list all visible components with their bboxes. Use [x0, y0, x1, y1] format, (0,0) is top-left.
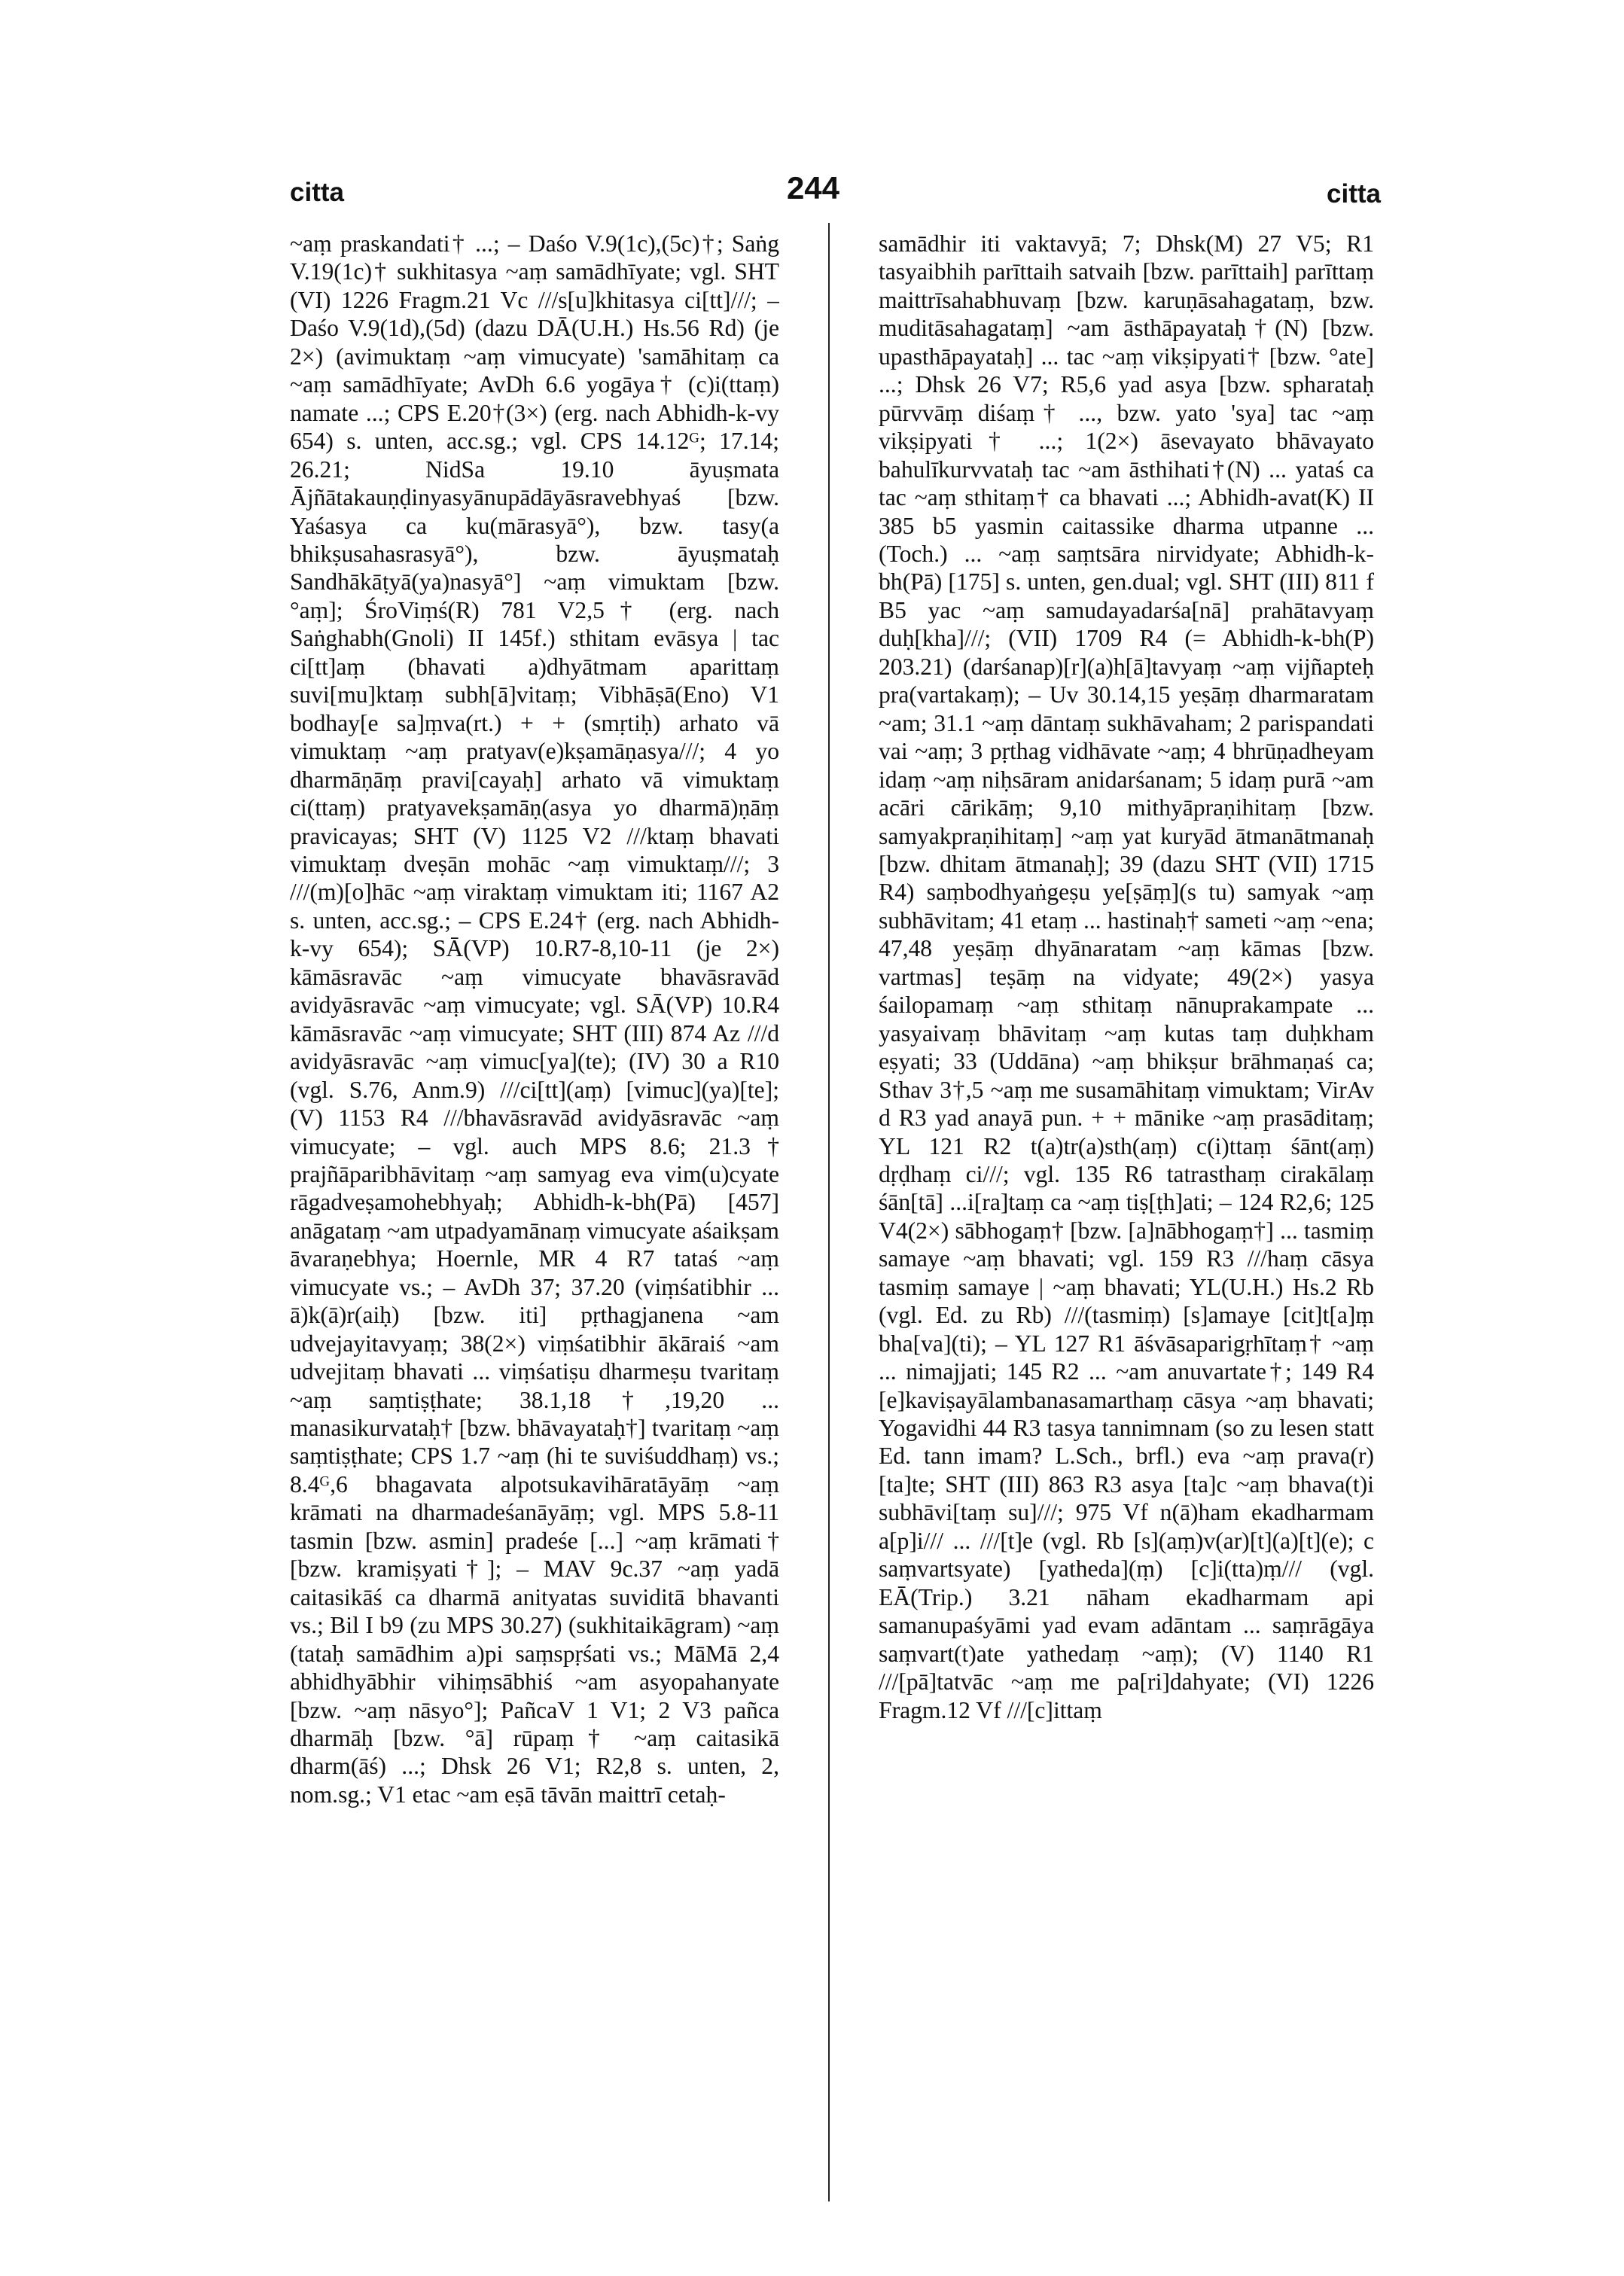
- running-head-right: citta: [1327, 179, 1381, 209]
- page-header: [0, 170, 1624, 215]
- column-divider: [828, 223, 830, 2201]
- running-head-left: citta: [290, 178, 344, 207]
- right-column-text: samādhir iti vaktavyā; 7; Dhsk(M) 27 V5; R1 tasyaibhih parīttaih satvaih [bzw. parīttaih] parīttaṃ maittrīsahabhuvaṃ [bzw. karuṇāsahagataṃ, bzw. muditāsahagataṃ] ~am āsthāpayataḥ†(N) [bzw. upasthāpayataḥ] ... tac ~aṃ vikṣipyati† [bzw. °ate] ...; Dhsk 26 V7; R5,6 yad asya [bzw. spharataḥ pūrvvāṃ diśaṃ† ..., bzw. yato 'sya] tac ~aṃ vikṣipyati† ...; 1(2×) āsevayato bhāvayato bahulīkurvvataḥ tac ~am āsthihati†(N) ... yataś ca tac ~aṃ sthitaṃ† ca bhavati ...; Abhidh-avat(K) II 385 b5 yasmin caitassike dharma utpanne ... (Toch.) ... ~aṃ saṃtsāra nirvidyate; Abhidh-k-bh(Pā) [175] s. unten, gen.dual; vgl. SHT (III) 811 f B5 yac ~aṃ samudayadarśa[nā] prahātavyaṃ duḥ[kha]///; (VII) 1709 R4 (= Abhidh-k-bh(P) 203.21) (darśanap)[r](a)h[ā]tavyaṃ ~aṃ vijñapteḥ pra(vartakaṃ); – Uv 30.14,15 yeṣāṃ dharmaratam ~am; 31.1 ~aṃ dāntaṃ sukhāvaham; 2 parispandati vai ~aṃ; 3 pṛthag vidhāvate ~aṃ; 4 bhrūṇadheyam idaṃ ~aṃ niḥsāram anidarśanam; 5 idaṃ purā ~am acāri cārikāṃ; 9,10 mithyāpraṇihitaṃ [bzw. samyakpraṇihitaṃ] ~aṃ yat kuryād ātmanātmanaḥ [bzw. dhitam ātmanaḥ]; 39 (dazu SHT (VII) 1715 R4) saṃbodhyaṅgeṣu ye[ṣāṃ](s tu) samyak ~aṃ subhāvitam; 41 etaṃ ... hastinaḥ† sameti ~aṃ ~ena; 47,48 yeṣāṃ dhyānaratam ~aṃ kāmas [bzw. vartmas] teṣāṃ na vidyate; 49(2×) yasya śailopamaṃ ~aṃ sthitaṃ nānuprakampate ... yasyaivaṃ bhāvitaṃ ~aṃ kutas taṃ duḥkham eṣyati; 33 (Uddāna) ~aṃ bhikṣur brāhmaṇaś ca; Sthav 3†,5 ~aṃ me susamāhitaṃ vimuktam; VirAv d R3 yad anayā pun. + + mānike ~aṃ prasāditaṃ; YL 121 R2 t(a)tr(a)sth(aṃ) c(i)ttaṃ śānt(aṃ) dṛḍhaṃ ci///; vgl. 135 R6 tatrasthaṃ cirakālaṃ śān[tā] ...i[ra]taṃ ca ~aṃ tiṣ[ṭh]ati; – 124 R2,6; 125 V4(2×) sābhogaṃ† [bzw. [a]nābhogaṃ†] ... tasmiṃ samaye ~aṃ bhavati; vgl. 159 R3 ///haṃ cāsya tasmiṃ samaye | ~aṃ bhavati; YL(U.H.) Hs.2 Rb (vgl. Ed. zu Rb) ///(tasmiṃ) [s]amaye [cit]t[a]ṃ bha[va](ti); – YL 127 R1 āśvāsaparigṛhītaṃ† ~aṃ ... nimajjati; 145 R2 ... ~am anuvartate†; 149 R4 [e]kaviṣayālambanasamarthaṃ cāsya ~aṃ bhavati; Yogavidhi 44 R3 tasya tannimnam (so zu lesen statt Ed. tann imam? L.Sch., brfl.) eva ~aṃ prava(r)[ta]te; SHT (III) 863 R3 asya [ta]c ~aṃ bhava(t)i subhāvi[taṃ su]///; 975 Vf n(ā)ham ekadharmam a[p]i/// ... ///[t]e (vgl. Rb [s](aṃ)v(ar)[t](a)[t](e); c saṃvartsyate) [yatheda](ṃ) [c]i(tta)ṃ/// (vgl. EĀ(Trip.) 3.21 nāham ekadharmam api samanupaśyāmi yad evam adāntam ... saṃrāgāya saṃvart(t)ate yathedaṃ ~aṃ); (V) 1140 R1 ///[pā]tatvāc ~aṃ me pa[ri]dahyate; (VI) 1226 Fragm.12 Vf ///[c]ittaṃ: [879, 230, 1374, 1723]
- left-column-text: ~aṃ praskandati† ...; – Daśo V.9(1c),(5c)†; Saṅg V.19(1c)† sukhitasya ~aṃ samādhīyate; vgl. SHT (VI) 1226 Fragm.21 Vc ///s[u]khitasya ci[tt]///; – Daśo V.9(1d),(5d) (dazu DĀ(U.H.) Hs.56 Rd) (je 2×) (avimuktaṃ ~aṃ vimucyate) 'samāhitaṃ ca ~aṃ samādhīyate; AvDh 6.6 yogāya† (c)i(ttaṃ) namate ...; CPS E.20†(3×) (erg. nach Abhidh-k-vy 654) s. unten, acc.sg.; vgl. CPS 14.12ᴳ; 17.14; 26.21; NidSa 19.10 āyuṣmata Ājñātakauṇḍinyasyānupādāyāsravebhyaś [bzw. Yaśasya ca ku(mārasyā°), bzw. tasy(a bhikṣusahasrasyā°), bzw. āyuṣmataḥ Sandhākāṭyā(ya)nasyā°] ~aṃ vimuktam [bzw. °aṃ]; ŚroViṃś(R) 781 V2,5† (erg. nach Saṅghabh(Gnoli) II 145f.) sthitam evāsya | tac ci[tt]aṃ (bhavati a)dhyātmam aparittaṃ suvi[mu]ktaṃ subh[ā]vitaṃ; Vibhāṣā(Eno) V1 bodhay[e sa]ṃva(rt.) + + (smṛtiḥ) arhato vā vimuktaṃ ~aṃ pratyav(e)kṣamāṇasya///; 4 yo dharmāṇāṃ pravi[cayaḥ] arhato vā vimuktaṃ ci(ttaṃ) pratyavekṣamāṇ(asya yo dharmā)ṇāṃ pravicayas; SHT (V) 1125 V2 ///ktaṃ bhavati vimuktaṃ dveṣān mohāc ~aṃ vimuktaṃ///; 3 ///(m)[o]hāc ~aṃ viraktaṃ vimuktam iti; 1167 A2 s. unten, acc.sg.; – CPS E.24† (erg. nach Abhidh-k-vy 654); SĀ(VP) 10.R7-8,10-11 (je 2×) kāmāsravāc ~aṃ vimucyate bhavāsravād avidyāsravāc ~aṃ vimucyate; vgl. SĀ(VP) 10.R4 kāmāsravāc ~aṃ vimucyate; SHT (III) 874 Az ///d avidyāsravāc ~aṃ vimuc[ya](te); (IV) 30 a R10 (vgl. S.76, Anm.9) ///ci[tt](aṃ) [vimuc](ya)[te]; (V) 1153 R4 ///bhavāsravād avidyāsravāc ~aṃ vimucyate; – vgl. auch MPS 8.6; 21.3† prajñāparibhāvitaṃ ~aṃ samyag eva vim(u)cyate rāgadveṣamohebhyaḥ; Abhidh-k-bh(Pā) [457] anāgataṃ ~am utpadyamānaṃ vimucyate aśaikṣam āvaraṇebhya; Hoernle, MR 4 R7 tataś ~aṃ vimucyate vs.; – AvDh 37; 37.20 (viṃśatibhir ... ā)k(ā)r(aiḥ) [bzw. iti] pṛthagjanena ~am udvejayitavyaṃ; 38(2×) viṃśatibhir ākāraiś ~am udvejitaṃ bhavati ... viṃśatiṣu dharmeṣu tvaritaṃ ~aṃ saṃtiṣṭhate; 38.1,18†,19,20 ... manasikurvataḥ† [bzw. bhāvayataḥ†] tvaritaṃ ~aṃ saṃtiṣṭhate; CPS 1.7 ~aṃ (hi te suviśuddhaṃ) vs.; 8.4ᴳ,6 bhagavata alpotsukavihāratāyāṃ ~aṃ krāmati na dharmadeśanāyāṃ; vgl. MPS 5.8-11 tasmin [bzw. asmin] pradeśe [...] ~aṃ krāmati† [bzw. kramiṣyati†]; – MAV 9c.37 ~aṃ yadā caitasikāś ca dharmā anityatas suviditā bhavanti vs.; Bil I b9 (zu MPS 30.27) (sukhitaikāgram) ~aṃ (tataḥ samādhim a)pi saṃspṛśati vs.; MāMā 2,4 abhidhyābhir vihiṃsābhiś ~am asyopahanyate [bzw. ~aṃ nāsyo°]; PañcaV 1 V1; 2 V3 pañca dharmāḥ [bzw. °ā] rūpaṃ† ~aṃ caitasikā dharm(āś) ...; Dhsk 26 V1; R2,8 s. unten, 2, nom.sg.; V1 etac ~am eṣā tāvān maittrī cetaḥ-: [290, 230, 779, 1808]
- page-number: 244: [786, 170, 840, 206]
